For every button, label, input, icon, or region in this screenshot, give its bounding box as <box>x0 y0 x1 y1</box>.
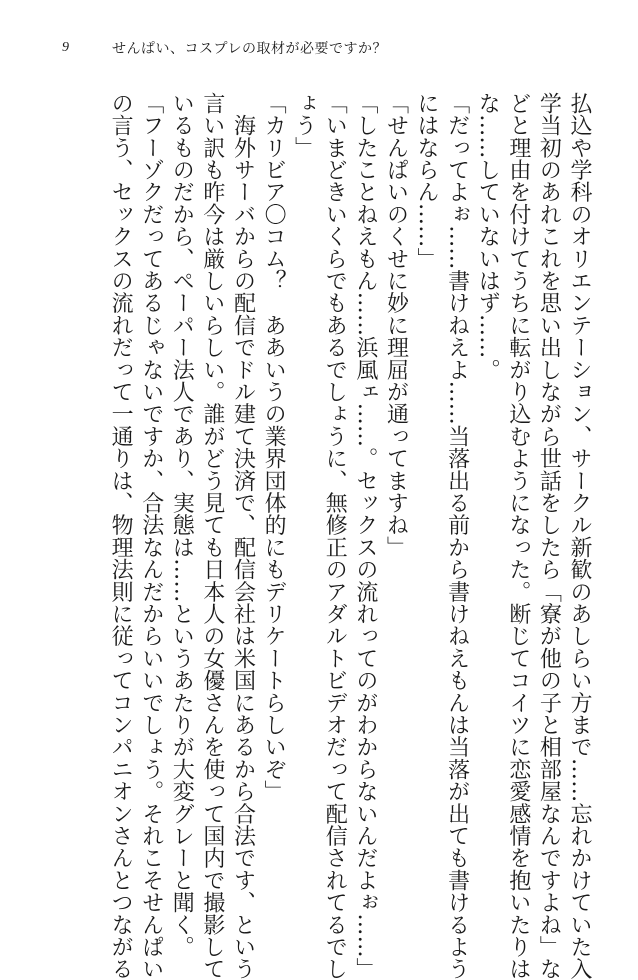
text-line: 払込や学科のオリエンテーション、サークル新歓のあしらい方まで……忘れかけていた入 <box>567 92 592 980</box>
text-line: 「したことねえもん……浜風ェ……。セックスの流れってのがわからないんだよぉ……」 <box>352 92 378 980</box>
text-line: 言い訳も昨今は厳しいらしい。誰がどう見ても日本人の女優さんを使って国内で撮影して <box>199 92 225 980</box>
text-line: 「カリビア〇コム？ ああいうの業界団体的にもデリケートらしいぞ」 <box>261 92 287 803</box>
text-line: 「いまどきいくらでもあるでしょうに、無修正のアダルトビデオだって配信されてるでし <box>322 92 348 980</box>
text-line: 「だってよぉ……書けねえよ……当落出る前から書けねえもんは当落が出ても書けるよう <box>444 92 470 980</box>
text-line: の言う、セックスの流れだって一通りは、物理法則に従ってコンパニオンさんとつながる <box>108 92 134 980</box>
text-line: 学当初のあれこれを思い出しながら世話をしたら「寮が他の子と相部屋なんですよね」な <box>536 92 562 980</box>
text-line: ょう」 <box>291 92 317 159</box>
text-line: 海外サーバからの配信でドル建て決済で、配信会社は米国にあるから合法です、という <box>230 92 256 980</box>
running-title: せんぱい、コスプレの取材が必要ですか？ <box>112 41 387 57</box>
text-line: 「せんぱいのくせに妙に理屈が通ってますね」 <box>383 92 409 559</box>
text-line: いるものだから、ペーパー法人であり、実態は……というあたりが大変グレーと聞く。 <box>169 92 195 958</box>
text-line: にはならん……」 <box>414 92 440 270</box>
text-line: な……していないはず……。 <box>475 92 501 381</box>
text-line: 「フーゾクだってあるじゃないですか、合法なんだからいいでしょう。それこそせんぱい <box>138 92 164 980</box>
page-number: 9 <box>62 40 69 55</box>
text-line: どと理由を付けてうちに転がり込むようになった。断じてコイツに恋愛感情を抱いたりは <box>505 92 531 980</box>
body-text <box>105 92 595 980</box>
